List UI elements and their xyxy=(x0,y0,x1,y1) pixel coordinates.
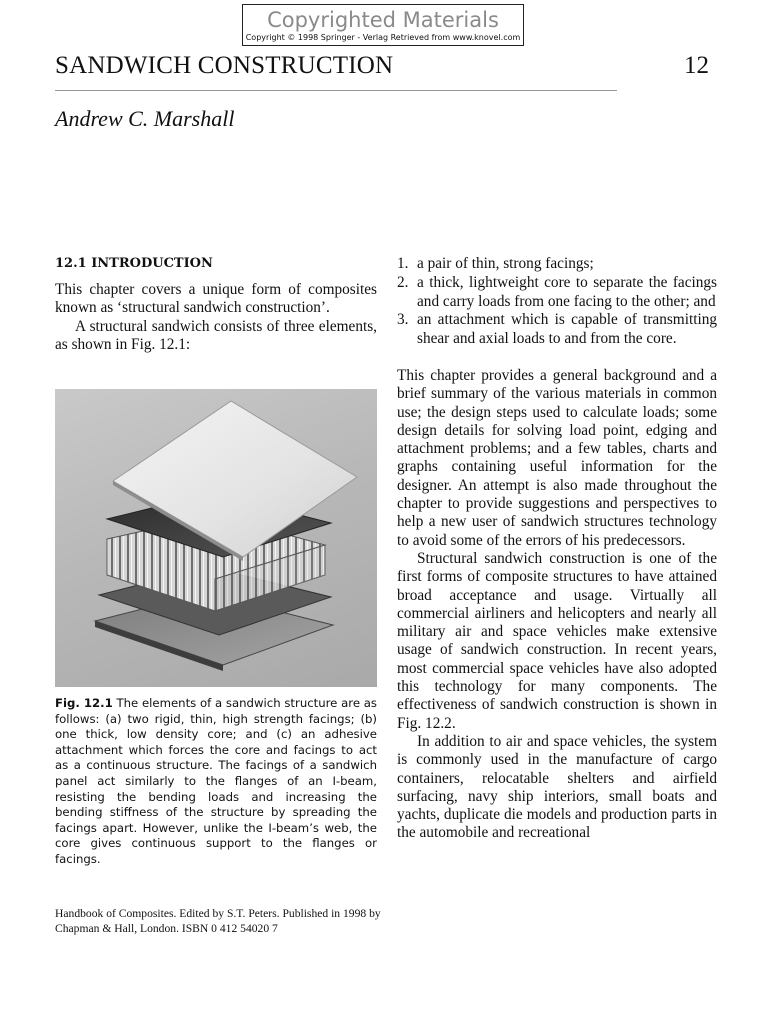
acceptance-paragraph: Structural sandwich construction is one of the first forms of composite structures to have attained broad acceptance and usage. Virtually all commercial airliners and helicopters and nearly all military air and space vehicles make extensive usage of sandwich construction. In recent years, most commercial space vehicles have also adopted this technology for many components. The effectiveness of sandwich construction is shown in Fig. 12.2. xyxy=(397,549,717,732)
section-heading: 12.1 INTRODUCTION xyxy=(55,256,213,271)
publication-footnote: Handbook of Composites. Edited by S.T. Peters. Published in 1998 by Chapman & Hall, London. ISBN 0 412 54020 7 xyxy=(55,907,381,935)
right-column xyxy=(397,255,717,843)
figure-caption-text: The elements of a sandwich structure are as follows: (a) two rigid, thin, high strength facings; (b) one thick, low density core; and (c) an adhesive attachment which forces the core and facings to act as a continuous structure. The facings of a sandwich panel act similarly to the flanges of an I-beam, resisting the bending loads and increasing the bending stiffness of the structure by spreading the facings apart. However, unlike the I-beam’s web, the core gives continuous support to the flanges or facings. xyxy=(55,696,378,866)
copyright-stamp xyxy=(242,4,524,46)
sandwich-elements-list xyxy=(397,255,717,349)
list-item: 3. an attachment which is capable of transmitting shear and axial loads to and from the core. xyxy=(397,311,717,348)
chapter-title: SANDWICH CONSTRUCTION xyxy=(55,52,394,79)
background-paragraph: This chapter provides a general background and a brief summary of the various materials in common use; the design steps used to calculate loads; some design details for solving load point, edging and attachment problems; and a few tables, charts and graphs containing useful information for the designer. An attempt is also made throughout the chapter to provide suggestions and perspectives to help a new user of sandwich structures technology to avoid some of the errors of his predecessors. xyxy=(397,366,717,549)
elements-paragraph: A structural sandwich consists of three elements, as shown in Fig. 12.1: xyxy=(55,317,377,353)
stamp-title: Copyrighted Materials xyxy=(267,8,499,32)
intro-text-block xyxy=(55,281,377,354)
figure-label: Fig. 12.1 xyxy=(55,696,113,710)
applications-paragraph: In addition to air and space vehicles, the system is commonly used in the manufacture of cargo containers, relocatable shelters and airfield surfacing, navy ship interiors, small boats and yachts, duplicate die models and production parts in the automobile and recreational xyxy=(397,732,717,842)
figure-caption xyxy=(55,696,377,868)
intro-paragraph: This chapter covers a unique form of composites known as ‘structural sandwich construction’. xyxy=(55,281,377,317)
sandwich-structure-figure xyxy=(55,389,377,687)
chapter-number: 12 xyxy=(684,52,709,79)
list-item: 2. a thick, lightweight core to separate the facings and carry loads from one facing to the other; and xyxy=(397,273,717,310)
list-item: 1. a pair of thin, strong facings; xyxy=(397,255,594,272)
sandwich-layers-illustration xyxy=(55,389,377,687)
chapter-author: Andrew C. Marshall xyxy=(55,106,235,131)
stamp-subtitle: Copyright © 1998 Springer - Verlag Retrieved from www.knovel.com xyxy=(245,33,521,42)
title-divider xyxy=(55,90,617,91)
